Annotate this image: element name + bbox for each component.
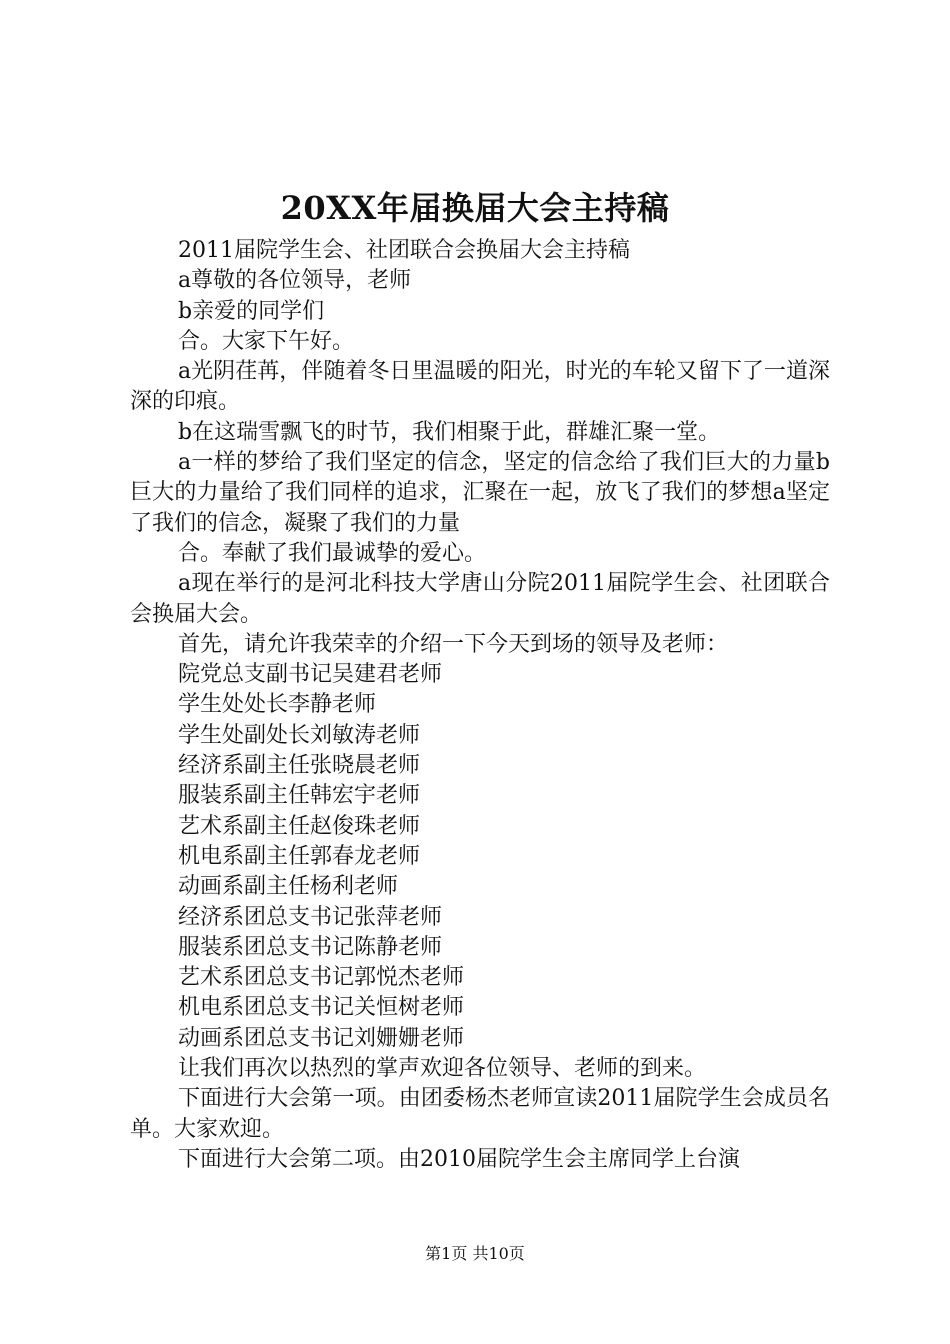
- paragraph: 合。奉献了我们最诚挚的爱心。: [178, 540, 487, 566]
- paragraph: 院党总支副书记吴建君老师: [178, 662, 443, 688]
- page-number-footer: 第1页 共10页: [425, 1244, 525, 1263]
- paragraph: 艺术系团总支书记郭悦杰老师: [178, 965, 465, 991]
- paragraph: b亲爱的同学们: [178, 298, 325, 324]
- paragraph: 首先，请允许我荣幸的介绍一下今天到场的领导及老师：: [178, 631, 729, 657]
- paragraph: 机电系团总支书记关恒树老师: [178, 995, 465, 1021]
- paragraph: 学生处副处长刘敏涛老师: [178, 722, 421, 748]
- paragraph: 经济系副主任张晓晨老师: [178, 753, 421, 779]
- paragraph: 合。大家下午好。: [178, 328, 355, 354]
- paragraph: 动画系团总支书记刘姗姗老师: [178, 1025, 465, 1051]
- paragraph: 学生处处长李静老师: [178, 692, 377, 718]
- paragraph: 动画系副主任杨利老师: [178, 874, 399, 900]
- paragraph: 服装系团总支书记陈静老师: [178, 934, 443, 960]
- paragraph: 2011届院学生会、社团联合会换届大会主持稿: [178, 238, 630, 263]
- paragraph: a一样的梦给了我们坚定的信念，坚定的信念给了我们巨大的力量b巨大的力量给了我们同样的追求，汇聚在一起，放飞了我们的梦想a坚定了我们的信念，凝聚了我们的力量: [130, 450, 830, 536]
- paragraph: 下面进行大会第二项。由2010届院学生会主席同学上台演: [178, 1146, 740, 1172]
- paragraph: 艺术系副主任赵俊珠老师: [178, 813, 421, 839]
- document-body: [130, 236, 830, 1175]
- paragraph: 服装系副主任韩宏宇老师: [178, 783, 421, 809]
- paragraph: a现在举行的是河北科技大学唐山分院2011届院学生会、社团联合会换届大会。: [130, 571, 830, 627]
- paragraph: 经济系团总支书记张萍老师: [178, 904, 443, 930]
- paragraph: b在这瑞雪飘飞的时节，我们相聚于此，群雄汇聚一堂。: [178, 419, 721, 445]
- paragraph: 让我们再次以热烈的掌声欢迎各位领导、老师的到来。: [178, 1056, 707, 1082]
- paragraph: 机电系副主任郭春龙老师: [178, 843, 421, 869]
- paragraph: a尊敬的各位领导，老师: [178, 268, 412, 294]
- paragraph: 下面进行大会第一项。由团委杨杰老师宣读2011届院学生会成员名单。大家欢迎。: [130, 1086, 830, 1142]
- paragraph: a光阴荏苒，伴随着冬日里温暖的阳光，时光的车轮又留下了一道深深的印痕。: [130, 359, 830, 415]
- document-title: 20XX年届换届大会主持稿: [280, 189, 670, 227]
